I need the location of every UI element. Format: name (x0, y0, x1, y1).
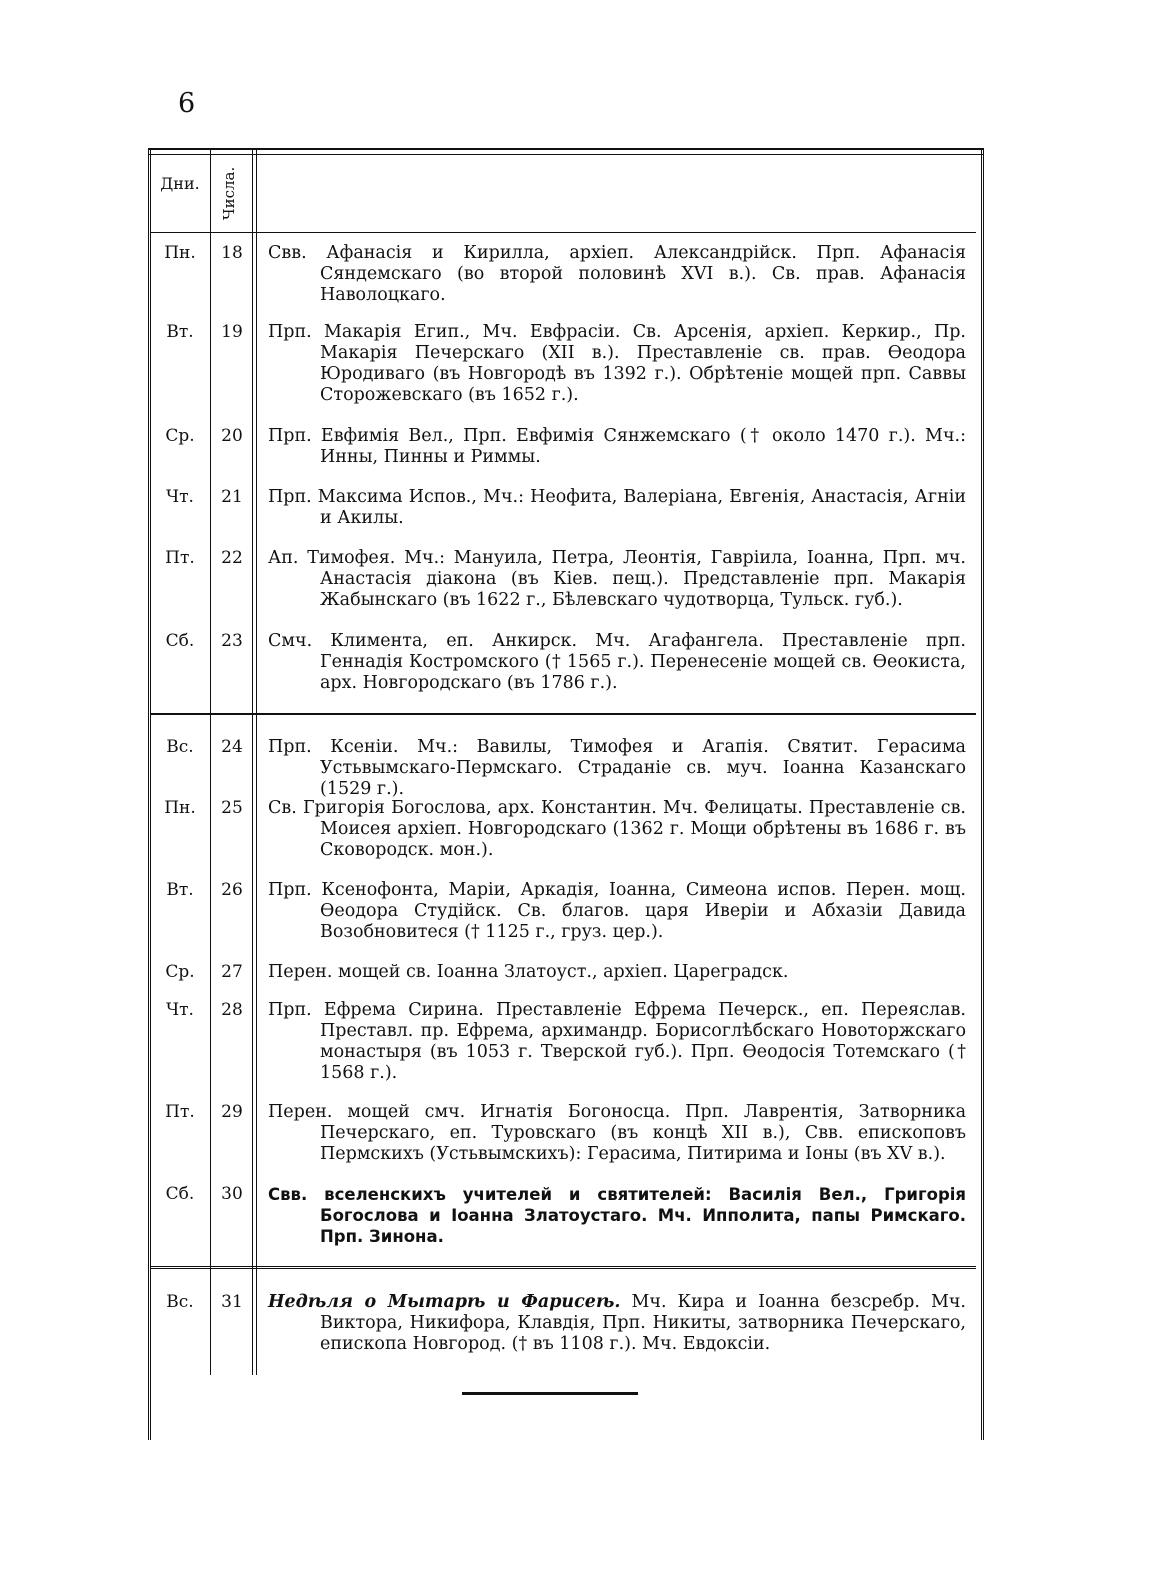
header-days: Дни. (160, 174, 200, 193)
day-label: Пн. (164, 243, 196, 263)
day-label: Сб. (165, 631, 195, 651)
page-number: 6 (178, 88, 196, 119)
entry-text: Прп. Макарія Егип., Мч. Евфрасіи. Св. Арсенія, архіеп. Керкир., Пр. Макарія Печерскаго (XII в.). Преставленіе св. прав. Ѳеодора Юродиваго (въ Новгородѣ въ 1392 г.). Обрѣтеніе мощей прп. Саввы Сторожевскаго (въ 1652 г.). (268, 322, 966, 405)
day-label: Пн. (164, 798, 196, 818)
date-number: 20 (221, 426, 243, 446)
date-number: 19 (221, 322, 243, 342)
entry-text: Ап. Тимофея. Мч.: Мануила, Петра, Леонтія, Гавріила, Іоанна, Прп. мч. Анастасія діакона (въ Кіев. пещ.). Представленіе прп. Макарія Жабынскаго (въ 1622 г., Бѣлевскаго чудотворца, Тульск. губ.). (268, 548, 966, 610)
entry-text: Свв. вселенскихъ учителей и святителей: Василія Вел., Григорія Богослова и Іоанна Златоустаго. Мч. Ипполита, папы Римскаго. Прп. Зинона. (268, 1185, 966, 1246)
entry-text: Прп. Ефрема Сирина. Преставленіе Ефрема Печерск., еп. Переяслав. Преставл. пр. Ефрема, архимандр. Борисоглѣбскаго Новоторжскаго монастыря (въ 1053 г. Тверской губ.). Прп. Ѳеодосія Тотемскаго († 1568 г.). (268, 1000, 966, 1083)
date-number: 22 (221, 548, 243, 568)
day-label: Вт. (166, 322, 194, 342)
date-number: 21 (221, 487, 243, 507)
week-separator (150, 1266, 976, 1269)
day-label: Чт. (166, 1000, 194, 1020)
day-label: Вс. (166, 1292, 194, 1312)
header-separator (150, 232, 976, 233)
entry-text: Перен. мощей св. Іоанна Златоуст., архіеп. Цареградск. (268, 962, 789, 982)
entry-text: Прп. Евфимія Вел., Прп. Евфимія Сянжемскаго († около 1470 г.). Мч.: Инны, Пинны и Риммы. (268, 426, 966, 467)
day-label: Сб. (165, 1184, 195, 1204)
day-label: Ср. (165, 962, 195, 982)
day-label: Чт. (166, 487, 194, 507)
week-separator (150, 713, 976, 715)
entry-text: Свв. Афанасія и Кирилла, архіеп. Александрійск. Прп. Афанасія Сяндемскаго (во второй половинѣ XVI в.). Св. прав. Афанасія Наволоцкаго. (268, 243, 966, 305)
date-number: 30 (221, 1184, 243, 1204)
entry-text-rest: Мч. Кира и Іоанна безсребр. Мч. Виктора, Никифора, Клавдія, Прп. Никиты, затворника Печерскаго, епископа Новгород. († въ 1108 г.). Мч. Евдоксіи. (320, 1292, 966, 1354)
entry-text (268, 1292, 966, 1355)
end-rule (462, 1392, 638, 1395)
day-label: Ср. (165, 426, 195, 446)
numbers-column-divider (252, 150, 257, 1375)
entry-text: Прп. Максима Испов., Мч.: Неофита, Валеріана, Евгенія, Анастасія, Агніи и Акилы. (268, 487, 966, 528)
entry-text: Прп. Ксенофонта, Маріи, Аркадія, Іоанна, Симеона испов. Перен. мощ. Ѳеодора Студійск. Св. благов. царя Иверіи и Абхазіи Давида Возобновитеся († 1125 г., груз. цер.). (268, 880, 966, 942)
header-numbers: Числа. (220, 166, 238, 220)
date-number: 28 (221, 1000, 243, 1020)
date-number: 23 (221, 631, 243, 651)
date-number: 31 (221, 1292, 243, 1312)
days-column-divider (210, 150, 211, 1375)
date-number: 26 (221, 880, 243, 900)
date-number: 18 (221, 243, 243, 263)
entry-text: Прп. Ксеніи. Мч.: Вавилы, Тимофея и Агапія. Святит. Герасима Устьвымскаго-Пермскаго. Страданіе св. муч. Іоанна Казанскаго (1529 г.). (268, 737, 966, 799)
sunday-title: Недѣля о Мытарѣ и Фарисеѣ. (268, 1292, 621, 1312)
date-number: 29 (221, 1102, 243, 1122)
day-label: Пт. (165, 1102, 195, 1122)
date-number: 24 (221, 737, 243, 757)
entry-text: Перен. мощей смч. Игнатія Богоносца. Прп. Лаврентія, Затворника Печерскаго, еп. Туровскаго (въ концѣ XII в.), Свв. епископовъ Пермскихъ (Устьвымскихъ): Герасима, Питирима и Іоны (въ XV в.). (268, 1102, 966, 1164)
day-label: Вт. (166, 880, 194, 900)
entry-text: Св. Григорія Богослова, арх. Константин. Мч. Фелицаты. Преставленіе св. Моисея архіеп. Новгородскаго (1362 г. Мощи обрѣтены въ 1686 г. въ Сковородск. мон.). (268, 798, 966, 860)
day-label: Пт. (165, 548, 195, 568)
date-number: 27 (221, 962, 243, 982)
entry-text: Смч. Климента, еп. Анкирск. Мч. Агафангела. Преставленіе прп. Геннадія Костромского († 1565 г.). Перенесеніе мощей св. Ѳеокиста, арх. Новгородскаго (въ 1786 г.). (268, 631, 966, 693)
day-label: Вс. (166, 737, 194, 757)
date-number: 25 (221, 798, 243, 818)
